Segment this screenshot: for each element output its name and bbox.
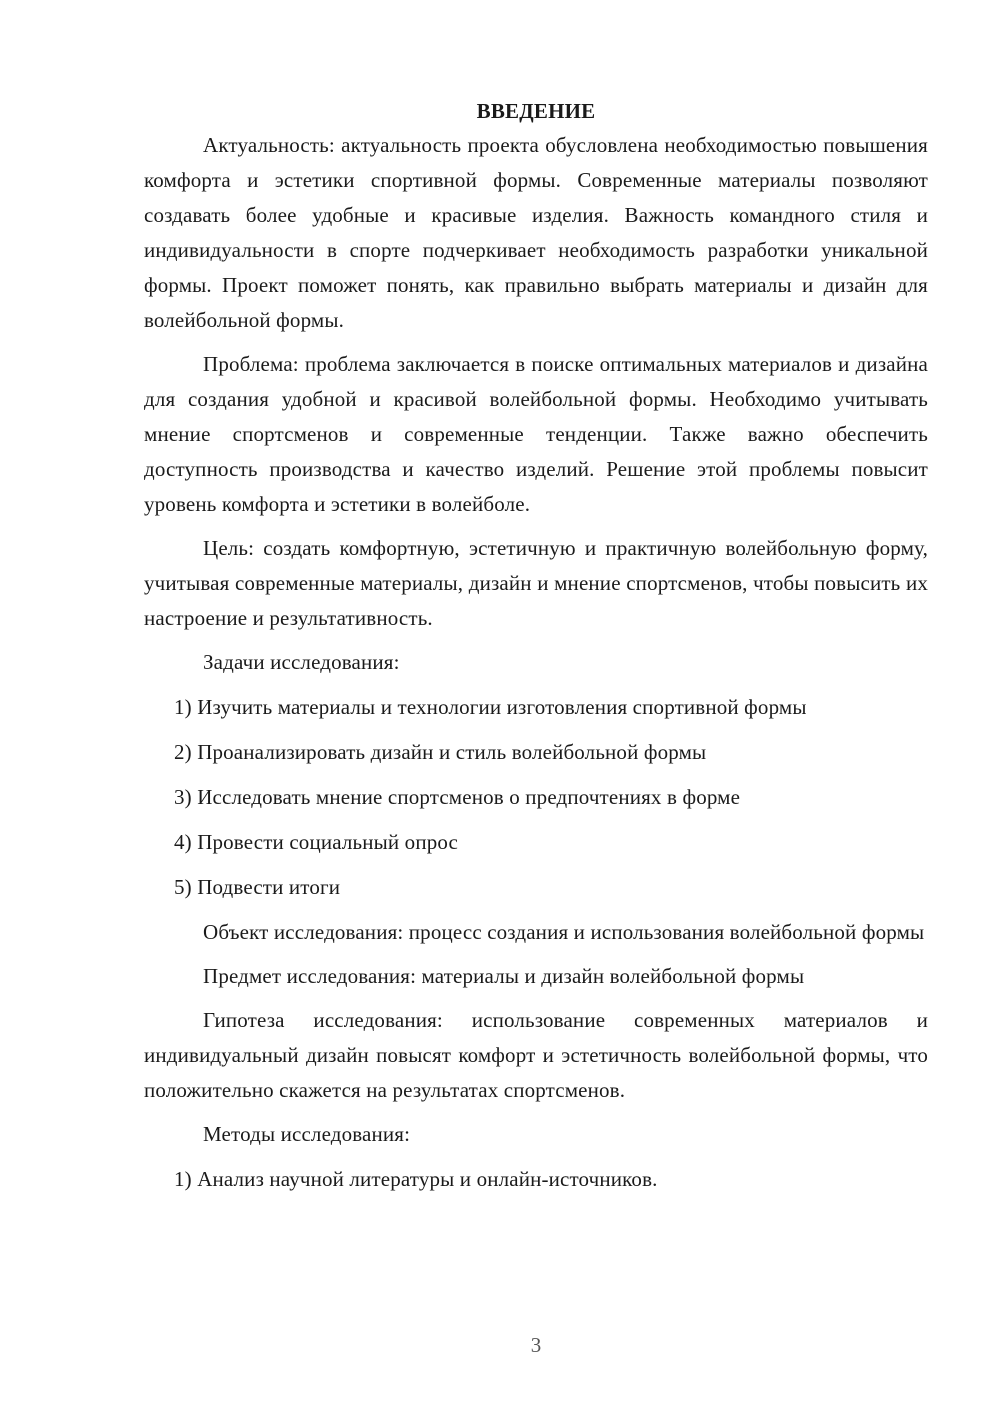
list-item: 4) Провести социальный опрос: [174, 830, 459, 854]
subject-paragraph: Предмет исследования: материалы и дизайн волейбольной формы: [203, 964, 805, 988]
list-item: 3) Исследовать мнение спортсменов о предпочтениях в форме: [174, 785, 741, 809]
problem-paragraph: Проблема: проблема заключается в поиске оптимальных материалов и дизайна для создания удобной и красивой волейбольной формы. Необходимо учитывать мнение спортсменов и современные тенденции. Также важно обеспечить доступность производства и качество изделий. Решение этой проблемы повысит уровень комфорта и эстетики в волейболе.: [144, 352, 928, 516]
methods-heading: Методы исследования:: [203, 1122, 411, 1146]
document-body: [144, 96, 928, 1207]
list-item: 2) Проанализировать дизайн и стиль волейбольной формы: [174, 740, 707, 764]
goal-paragraph: Цель: создать комфортную, эстетичную и практичную волейбольную форму, учитывая современные материалы, дизайн и мнение спортсменов, чтобы повысить их настроение и результативность.: [144, 536, 928, 630]
tasks-list: [144, 690, 928, 905]
tasks-heading: Задачи исследования:: [203, 650, 400, 674]
list-item: 5) Подвести итоги: [174, 875, 341, 899]
relevance-paragraph: Актуальность: актуальность проекта обусловлена необходимостью повышения комфорта и эстетики спортивной формы. Современные материалы позволяют создавать более удобные и красивые изделия. Важность командного стиля и индивидуальности в спорте подчеркивает необходимость разработки уникальной формы. Проект поможет понять, как правильно выбрать материалы и дизайн для волейбольной формы.: [144, 133, 928, 332]
section-title: ВВЕДЕНИЕ: [476, 99, 596, 123]
page-number: 3: [530, 1333, 542, 1357]
list-item: 1) Изучить материалы и технологии изготовления спортивной формы: [174, 695, 807, 719]
list-item: 1) Анализ научной литературы и онлайн-источников.: [174, 1167, 658, 1191]
hypothesis-paragraph: Гипотеза исследования: использование современных материалов и индивидуальный дизайн повысят комфорт и эстетичность волейбольной формы, что положительно скажется на результатах спортсменов.: [144, 1008, 928, 1102]
object-paragraph: Объект исследования: процесс создания и использования волейбольной формы: [203, 920, 925, 944]
methods-list: [144, 1162, 928, 1197]
